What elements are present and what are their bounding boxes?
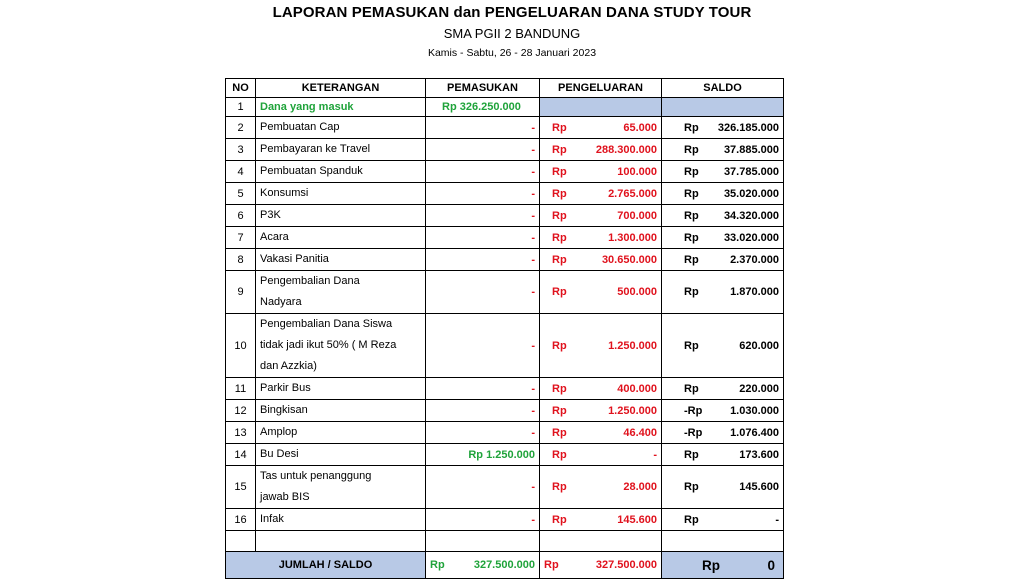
row-pengeluaran <box>540 444 662 466</box>
pemasukan-value: - <box>531 143 535 156</box>
total-saldo-value: 0 <box>767 557 775 573</box>
saldo-rp: Rp <box>684 253 699 266</box>
table-row <box>226 117 784 139</box>
row-description <box>256 509 426 531</box>
row-pengeluaran <box>540 531 662 552</box>
saldo-rp: Rp <box>684 209 699 222</box>
table-row <box>226 531 784 552</box>
saldo-value: 2.370.000 <box>730 253 779 266</box>
pengeluaran-value: 2.765.000 <box>608 187 657 200</box>
row-pengeluaran <box>540 422 662 444</box>
row-description <box>256 314 426 378</box>
description-line: dan Azzkia) <box>260 360 317 372</box>
table-row <box>226 400 784 422</box>
pemasukan-value: - <box>531 382 535 395</box>
pemasukan-value: - <box>531 253 535 266</box>
row-description <box>256 400 426 422</box>
saldo-value: 1.030.000 <box>730 404 779 417</box>
report-table <box>225 78 784 579</box>
pemasukan-value: - <box>531 231 535 244</box>
table-row <box>226 378 784 400</box>
pengeluaran-value: 30.650.000 <box>601 253 657 266</box>
total-pengeluaran-value: 327.500.000 <box>595 559 657 571</box>
row-pemasukan <box>426 117 540 139</box>
row-pemasukan <box>426 466 540 509</box>
description-line: Amplop <box>260 426 298 438</box>
description-line: Pembayaran ke Travel <box>260 143 371 155</box>
pemasukan-value: - <box>531 209 535 222</box>
description-line: Pembuatan Spanduk <box>260 165 363 177</box>
pemasukan-value: - <box>531 165 535 178</box>
total-row <box>226 552 784 579</box>
row-number: 1 <box>226 98 256 117</box>
description-line: Parkir Bus <box>260 382 311 394</box>
row-description <box>256 98 426 117</box>
row-number: 11 <box>226 378 256 400</box>
row-pengeluaran <box>540 249 662 271</box>
total-pemasukan-value: 327.500.000 <box>473 559 535 571</box>
pengeluaran-rp: Rp <box>552 121 567 134</box>
description-line: Bu Desi <box>260 448 299 460</box>
table-row <box>226 444 784 466</box>
pengeluaran-rp: Rp <box>552 426 567 439</box>
saldo-value: 173.600 <box>739 448 779 461</box>
row-number: 7 <box>226 227 256 249</box>
row-saldo <box>662 314 784 378</box>
pengeluaran-rp: Rp <box>552 286 567 298</box>
row-saldo <box>662 117 784 139</box>
row-pengeluaran <box>540 117 662 139</box>
table-row <box>226 183 784 205</box>
saldo-value: 620.000 <box>739 339 779 352</box>
saldo-rp: -Rp <box>684 404 703 417</box>
saldo-rp: Rp <box>684 481 699 493</box>
table-row <box>226 271 784 314</box>
saldo-rp: Rp <box>684 382 699 395</box>
table-row <box>226 422 784 444</box>
pengeluaran-value: 400.000 <box>617 382 657 395</box>
saldo-value: 1.870.000 <box>730 286 779 298</box>
description-line: Bingkisan <box>260 404 308 416</box>
table-row <box>226 98 784 117</box>
row-pemasukan <box>426 249 540 271</box>
pengeluaran-value: - <box>653 448 657 461</box>
row-number: 6 <box>226 205 256 227</box>
row-pemasukan <box>426 227 540 249</box>
row-pengeluaran <box>540 314 662 378</box>
saldo-value: 35.020.000 <box>723 187 779 200</box>
pemasukan-value: - <box>531 339 535 352</box>
row-description <box>256 531 426 552</box>
row-saldo <box>662 161 784 183</box>
row-pengeluaran <box>540 98 662 117</box>
saldo-rp: -Rp <box>684 426 703 439</box>
saldo-value: 1.076.400 <box>730 426 779 439</box>
column-header-keterangan: KETERANGAN <box>256 79 426 98</box>
report-date: Kamis - Sabtu, 26 - 28 Januari 2023 <box>427 47 597 59</box>
row-number: 16 <box>226 509 256 531</box>
pemasukan-value: - <box>531 286 535 298</box>
row-saldo <box>662 271 784 314</box>
report-title: LAPORAN PEMASUKAN dan PENGELUARAN DANA STUDY TOUR <box>272 4 752 21</box>
row-pemasukan <box>426 378 540 400</box>
pengeluaran-value: 500.000 <box>617 286 657 298</box>
row-description <box>256 117 426 139</box>
pengeluaran-value: 700.000 <box>617 209 657 222</box>
row-number <box>226 531 256 552</box>
row-saldo <box>662 400 784 422</box>
total-label: JUMLAH / SALDO <box>226 552 426 579</box>
pemasukan-value: - <box>531 513 535 526</box>
pengeluaran-rp: Rp <box>552 481 567 493</box>
row-saldo <box>662 531 784 552</box>
column-header-pengeluaran: PENGELUARAN <box>540 79 662 98</box>
pengeluaran-value: 288.300.000 <box>595 143 657 156</box>
row-saldo <box>662 98 784 117</box>
description-line: Tas untuk penanggung <box>260 470 372 482</box>
saldo-value: - <box>775 513 779 526</box>
row-description <box>256 249 426 271</box>
table-row <box>226 249 784 271</box>
description-line: Acara <box>260 231 289 243</box>
row-saldo <box>662 183 784 205</box>
row-pengeluaran <box>540 271 662 314</box>
row-pengeluaran <box>540 378 662 400</box>
row-pengeluaran <box>540 205 662 227</box>
row-pengeluaran <box>540 509 662 531</box>
row-number: 8 <box>226 249 256 271</box>
row-pengeluaran <box>540 400 662 422</box>
pengeluaran-value: 28.000 <box>623 481 657 493</box>
row-pengeluaran <box>540 227 662 249</box>
pengeluaran-value: 100.000 <box>617 165 657 178</box>
saldo-rp: Rp <box>684 143 699 156</box>
row-description <box>256 227 426 249</box>
pemasukan-value: - <box>531 187 535 200</box>
row-saldo <box>662 139 784 161</box>
total-pengeluaran-cell <box>540 552 662 579</box>
pemasukan-value: - <box>531 121 535 134</box>
row-pemasukan <box>426 531 540 552</box>
saldo-value: 145.600 <box>739 481 779 493</box>
saldo-value: 37.785.000 <box>723 165 779 178</box>
table-row <box>226 161 784 183</box>
table-row <box>226 227 784 249</box>
pengeluaran-value: 1.250.000 <box>608 339 657 352</box>
pengeluaran-rp: Rp <box>552 253 567 266</box>
row-saldo <box>662 249 784 271</box>
school-name: SMA PGII 2 BANDUNG <box>443 26 581 41</box>
pengeluaran-value: 145.600 <box>617 513 657 526</box>
row-pemasukan <box>426 314 540 378</box>
saldo-value: 34.320.000 <box>723 209 779 222</box>
row-pemasukan <box>426 271 540 314</box>
row-number: 9 <box>226 271 256 314</box>
row-number: 14 <box>226 444 256 466</box>
saldo-value: 33.020.000 <box>723 231 779 244</box>
column-header-saldo: SALDO <box>662 79 784 98</box>
pemasukan-value: Rp 326.250.000 <box>442 101 521 113</box>
pengeluaran-value: 65.000 <box>623 121 657 134</box>
description-line: Pengembalian Dana <box>260 275 360 287</box>
row-pemasukan <box>426 161 540 183</box>
saldo-rp: Rp <box>684 187 699 200</box>
pemasukan-value: Rp 1.250.000 <box>468 448 535 461</box>
description-line: Nadyara <box>260 296 302 308</box>
row-saldo <box>662 205 784 227</box>
row-saldo <box>662 444 784 466</box>
row-description <box>256 205 426 227</box>
pengeluaran-rp: Rp <box>552 382 567 395</box>
pengeluaran-rp: Rp <box>552 448 567 461</box>
row-saldo <box>662 509 784 531</box>
row-number: 5 <box>226 183 256 205</box>
row-description <box>256 183 426 205</box>
table-header-row <box>226 79 784 98</box>
pengeluaran-rp: Rp <box>552 209 567 222</box>
pemasukan-value: - <box>531 426 535 439</box>
row-pengeluaran <box>540 161 662 183</box>
row-pemasukan <box>426 444 540 466</box>
saldo-rp: Rp <box>684 448 699 461</box>
saldo-value: 326.185.000 <box>717 121 779 134</box>
saldo-rp: Rp <box>684 165 699 178</box>
row-pemasukan <box>426 98 540 117</box>
row-number: 12 <box>226 400 256 422</box>
row-number: 13 <box>226 422 256 444</box>
description-line: tidak jadi ikut 50% ( M Reza <box>260 339 397 351</box>
row-number: 4 <box>226 161 256 183</box>
column-header-no: NO <box>226 79 256 98</box>
pengeluaran-rp: Rp <box>552 231 567 244</box>
row-number: 2 <box>226 117 256 139</box>
row-saldo <box>662 466 784 509</box>
column-header-pemasukan: PEMASUKAN <box>426 79 540 98</box>
row-number: 3 <box>226 139 256 161</box>
row-description <box>256 466 426 509</box>
total-saldo-cell <box>662 552 784 579</box>
pemasukan-value: - <box>531 481 535 493</box>
total-pengeluaran-rp: Rp <box>544 559 559 571</box>
row-pengeluaran <box>540 466 662 509</box>
pengeluaran-value: 1.300.000 <box>608 231 657 244</box>
saldo-rp: Rp <box>684 286 699 298</box>
total-pemasukan-cell <box>426 552 540 579</box>
row-pemasukan <box>426 422 540 444</box>
row-saldo <box>662 227 784 249</box>
table-row <box>226 466 784 509</box>
saldo-value: 220.000 <box>739 382 779 395</box>
pemasukan-value: - <box>531 404 535 417</box>
table-row <box>226 314 784 378</box>
row-description <box>256 271 426 314</box>
saldo-rp: Rp <box>684 513 699 526</box>
row-pengeluaran <box>540 139 662 161</box>
description-line: Dana yang masuk <box>260 101 354 113</box>
row-number: 10 <box>226 314 256 378</box>
row-description <box>256 378 426 400</box>
row-saldo <box>662 422 784 444</box>
description-line: Vakasi Panitia <box>260 253 329 265</box>
pengeluaran-rp: Rp <box>552 513 567 526</box>
pengeluaran-rp: Rp <box>552 165 567 178</box>
row-pengeluaran <box>540 183 662 205</box>
saldo-rp: Rp <box>684 339 699 352</box>
description-line: Konsumsi <box>260 187 309 199</box>
pengeluaran-value: 1.250.000 <box>608 404 657 417</box>
table-body <box>226 98 784 552</box>
description-line: Infak <box>260 513 284 525</box>
row-pemasukan <box>426 205 540 227</box>
total-pemasukan-rp: Rp <box>430 559 445 571</box>
row-description <box>256 444 426 466</box>
saldo-value: 37.885.000 <box>723 143 779 156</box>
table-row <box>226 509 784 531</box>
description-line: Pembuatan Cap <box>260 121 340 133</box>
row-pemasukan <box>426 509 540 531</box>
pengeluaran-value: 46.400 <box>623 426 657 439</box>
pengeluaran-rp: Rp <box>552 143 567 156</box>
row-saldo <box>662 378 784 400</box>
row-description <box>256 161 426 183</box>
row-description <box>256 422 426 444</box>
description-line: Pengembalian Dana Siswa <box>260 318 393 330</box>
row-pemasukan <box>426 400 540 422</box>
saldo-rp: Rp <box>684 231 699 244</box>
pengeluaran-rp: Rp <box>552 339 567 352</box>
row-description <box>256 139 426 161</box>
table-row <box>226 205 784 227</box>
pengeluaran-rp: Rp <box>552 404 567 417</box>
row-number: 15 <box>226 466 256 509</box>
row-pemasukan <box>426 183 540 205</box>
description-line: jawab BIS <box>260 491 310 503</box>
total-saldo-rp: Rp <box>702 557 720 573</box>
table-row <box>226 139 784 161</box>
row-pemasukan <box>426 139 540 161</box>
description-line: P3K <box>260 209 281 221</box>
saldo-rp: Rp <box>684 121 699 134</box>
pengeluaran-rp: Rp <box>552 187 567 200</box>
